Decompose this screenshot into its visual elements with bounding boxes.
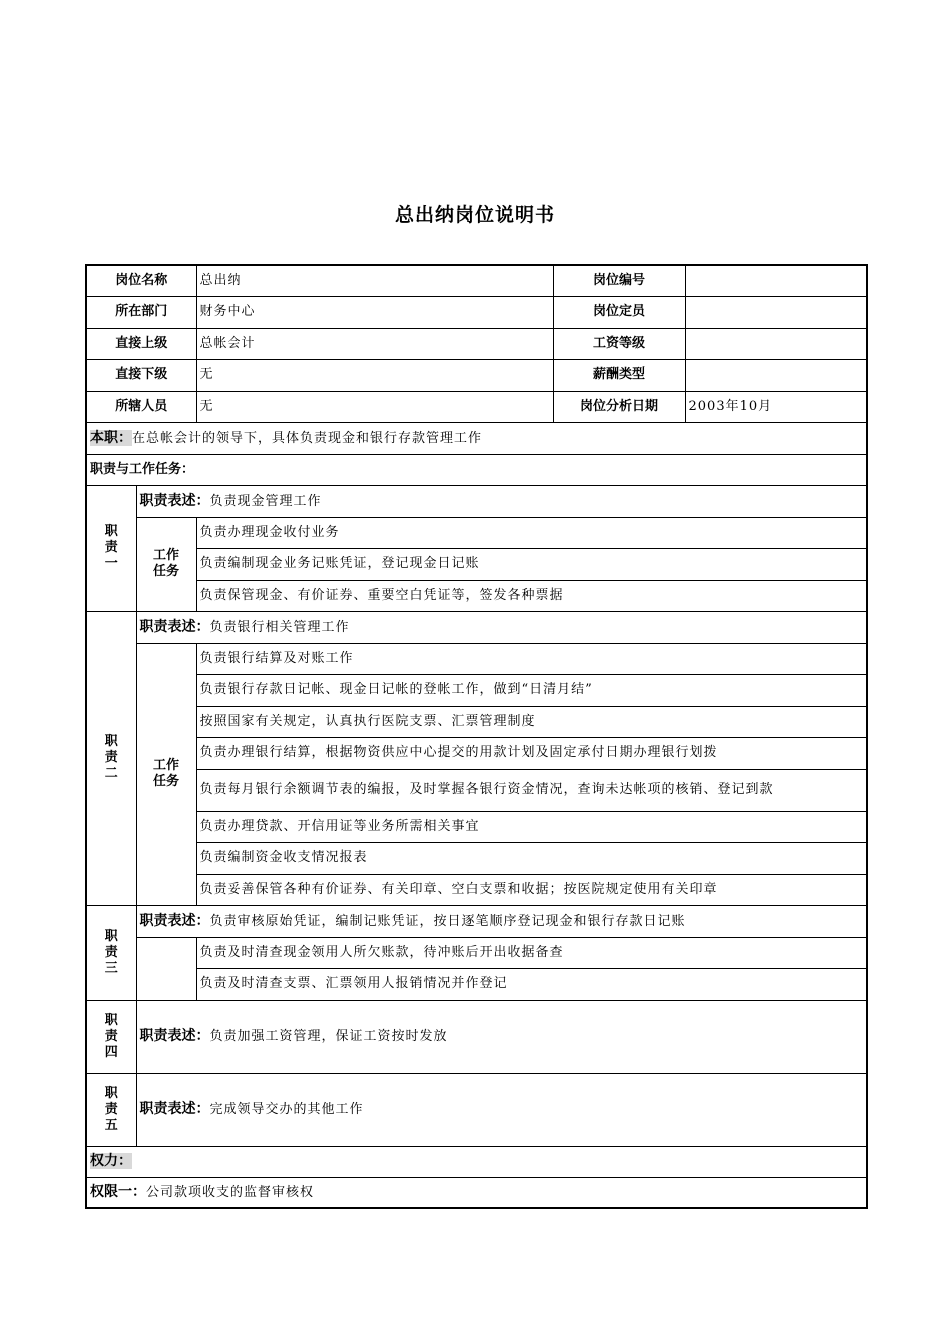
power1-row — [86, 1177, 867, 1208]
quota-label: 岗位定员 — [553, 296, 685, 328]
subordinate-value: 无 — [196, 359, 553, 391]
duty2-task-label: 工作 任务 — [136, 643, 196, 905]
power-header-row — [86, 1146, 867, 1177]
duty2-task-row — [86, 706, 867, 737]
duty4-statement: 职责表述：负责加强工资管理，保证工资按时发放 — [136, 1000, 867, 1073]
subordinate-label: 直接下级 — [86, 359, 196, 391]
duty3-task-row — [86, 937, 867, 968]
pay-value — [685, 359, 867, 391]
duty2-task-row — [86, 737, 867, 769]
page-title: 总出纳岗位说明书 — [394, 204, 555, 226]
duty1-task-3: 负责保管现金、有价证券、重要空白凭证等，签发各种票据 — [196, 580, 867, 611]
post-name-value: 总出纳 — [196, 265, 553, 296]
superior-label: 直接上级 — [86, 328, 196, 359]
superior-value: 总帐会计 — [196, 328, 553, 359]
duty3-statement: 职责表述：负责审核原始凭证，编制记账凭证，按日逐笔顺序登记现金和银行存款日记账 — [136, 905, 867, 937]
staff-value: 无 — [196, 391, 553, 422]
duty3-task-2: 负责及时清查支票、汇票领用人报销情况并作登记 — [196, 968, 867, 1000]
main-duty-text: 在总帐会计的领导下，具体负责现金和银行存款管理工作 — [132, 430, 483, 446]
duty3-task-row — [86, 968, 867, 1000]
row-dept — [86, 296, 867, 328]
pay-label: 薪酬类型 — [553, 359, 685, 391]
wage-value — [685, 328, 867, 359]
quota-value — [685, 296, 867, 328]
duty2-task-3: 按照国家有关规定，认真执行医院支票、汇票管理制度 — [196, 706, 867, 737]
main-duty-cell — [86, 422, 867, 454]
duty2-task-7: 负责编制资金收支情况报表 — [196, 842, 867, 874]
duty1-label: 职 责 一 — [86, 485, 136, 611]
duty5-statement: 职责表述：完成领导交办的其他工作 — [136, 1073, 867, 1146]
power1-text: 公司款项收支的监督审核权 — [146, 1184, 315, 1200]
duty2-task-1: 负责银行结算及对账工作 — [196, 643, 867, 674]
duty1-task-1: 负责办理现金收付业务 — [196, 517, 867, 548]
duty2-task-8: 负责妥善保管各种有价证券、有关印章、空白支票和收据；按医院规定使用有关印章 — [196, 874, 867, 905]
duty1-task-row — [86, 580, 867, 611]
row-subordinate — [86, 359, 867, 391]
duty3-task-label-empty — [136, 937, 196, 1000]
duty2-task-row — [86, 643, 867, 674]
row-staff — [86, 391, 867, 422]
dept-value: 财务中心 — [196, 296, 553, 328]
duty1-task-row — [86, 548, 867, 580]
duty1-statement: 职责表述：负责现金管理工作 — [136, 485, 867, 517]
duty5-row — [86, 1073, 867, 1146]
duty3-statement-row — [86, 905, 867, 937]
main-duty-label: 本职： — [90, 429, 132, 446]
duty1-task-label: 工作 任务 — [136, 517, 196, 611]
staff-label: 所辖人员 — [86, 391, 196, 422]
row-duties-header — [86, 454, 867, 485]
duty2-task-row — [86, 811, 867, 842]
duty2-task-row — [86, 842, 867, 874]
duty5-label: 职 责 五 — [86, 1073, 136, 1146]
duty2-label: 职 责 二 — [86, 611, 136, 905]
duty4-row — [86, 1000, 867, 1073]
duty4-label: 职 责 四 — [86, 1000, 136, 1073]
duty3-label: 职 责 三 — [86, 905, 136, 1000]
duty1-statement-row — [86, 485, 867, 517]
duties-header: 职责与工作任务： — [86, 454, 867, 485]
duty2-task-5: 负责每月银行余额调节表的编报，及时掌握各银行资金情况，查询未达帐项的核销、登记到款 — [196, 769, 867, 811]
duty2-task-row — [86, 874, 867, 905]
post-name-label: 岗位名称 — [86, 265, 196, 296]
power-header: 权力： — [90, 1153, 132, 1169]
date-label: 岗位分析日期 — [553, 391, 685, 422]
power-header-cell — [86, 1146, 867, 1177]
duty2-task-row — [86, 769, 867, 811]
duty1-task-2: 负责编制现金业务记账凭证，登记现金日记账 — [196, 548, 867, 580]
post-no-value — [685, 265, 867, 296]
duty2-task-4: 负责办理银行结算，根据物资供应中心提交的用款计划及固定承付日期办理银行划拨 — [196, 737, 867, 769]
duty2-statement-row — [86, 611, 867, 643]
duty2-statement: 职责表述：负责银行相关管理工作 — [136, 611, 867, 643]
row-superior — [86, 328, 867, 359]
duty2-task-2: 负责银行存款日记帐、现金日记帐的登帐工作，做到“日清月结” — [196, 674, 867, 706]
duty2-task-row — [86, 674, 867, 706]
power1-label: 权限一： — [90, 1183, 146, 1200]
row-main-duty — [86, 422, 867, 454]
date-value: 2003年10月 — [685, 391, 867, 422]
job-description-table — [85, 264, 868, 1209]
power1-cell — [86, 1177, 867, 1208]
wage-label: 工资等级 — [553, 328, 685, 359]
post-no-label: 岗位编号 — [553, 265, 685, 296]
dept-label: 所在部门 — [86, 296, 196, 328]
duty1-task-row — [86, 517, 867, 548]
duty3-task-1: 负责及时清查现金领用人所欠账款，待冲账后开出收据备查 — [196, 937, 867, 968]
duty2-task-6: 负责办理贷款、开信用证等业务所需相关事宜 — [196, 811, 867, 842]
row-post-name — [86, 265, 867, 296]
